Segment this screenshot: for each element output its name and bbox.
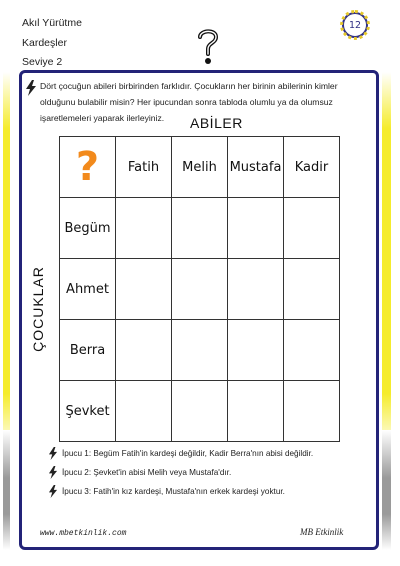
row-header: Begüm [60, 198, 116, 259]
hint-text: İpucu 2: Şevket'in abisi Melih veya Mustafa'dır. [62, 468, 232, 477]
right-gray-stripe [382, 430, 391, 550]
grid-cell[interactable] [116, 198, 172, 259]
page-subtitle: Kardeşler [22, 37, 67, 49]
left-gray-stripe [3, 430, 10, 550]
page-number-badge: 12 [342, 12, 368, 38]
column-group-label: ABİLER [190, 115, 243, 131]
grid-cell[interactable] [228, 259, 284, 320]
question-mark-symbol: ? [75, 144, 100, 190]
lightning-icon [48, 485, 58, 498]
grid-cell[interactable] [116, 381, 172, 442]
right-yellow-stripe [382, 72, 391, 450]
grid-cell[interactable] [172, 259, 228, 320]
hint-text: İpucu 1: Begüm Fatih'in kardeşi değildir, Kadir Berra'nın abisi değildir. [62, 449, 314, 458]
grid-cell[interactable] [228, 381, 284, 442]
brand-footer: MB Etkinlik [300, 527, 344, 537]
left-yellow-stripe [3, 72, 10, 450]
lightning-icon [48, 466, 58, 479]
row-header: Ahmet [60, 259, 116, 320]
grid-cell[interactable] [116, 259, 172, 320]
lightning-icon [48, 447, 58, 460]
hint-item [48, 485, 285, 498]
instructions-text: Dört çocuğun abileri birbirinden farklıdır. Çocukların her birinin abilerinin kimler olduğunu bulabilir misin? Her ipucundan sonra tabloda olumlu ya da olumsuz işaretlemeleri yaparak ilerleyiniz. [40, 81, 338, 123]
website-footer: www.mbetkinlik.com [40, 529, 127, 538]
column-header: Mustafa [228, 137, 284, 198]
lightning-icon [25, 80, 37, 96]
grid-cell[interactable] [284, 198, 340, 259]
grid-cell[interactable] [228, 198, 284, 259]
column-header: Fatih [116, 137, 172, 198]
column-header: Melih [172, 137, 228, 198]
column-header: Kadir [284, 137, 340, 198]
grid-cell[interactable] [284, 381, 340, 442]
row-header: Berra [60, 320, 116, 381]
logic-grid [59, 136, 340, 442]
row-header: Şevket [60, 381, 116, 442]
level-label: Seviye 2 [22, 56, 63, 68]
hint-item [48, 466, 231, 479]
grid-cell[interactable] [284, 320, 340, 381]
grid-cell[interactable] [172, 381, 228, 442]
grid-cell[interactable] [228, 320, 284, 381]
hint-item [48, 447, 313, 460]
row-group-label: ÇOCUKLAR [30, 266, 46, 352]
hint-text: İpucu 3: Fatih'in kız kardeşi, Mustafa'nın erkek kardeşi yoktur. [62, 487, 285, 496]
grid-cell[interactable] [116, 320, 172, 381]
page-title: Akıl Yürütme [22, 17, 82, 29]
question-mark-icon [196, 27, 220, 65]
grid-corner [60, 137, 116, 198]
grid-cell[interactable] [284, 259, 340, 320]
grid-cell[interactable] [172, 198, 228, 259]
grid-cell[interactable] [172, 320, 228, 381]
